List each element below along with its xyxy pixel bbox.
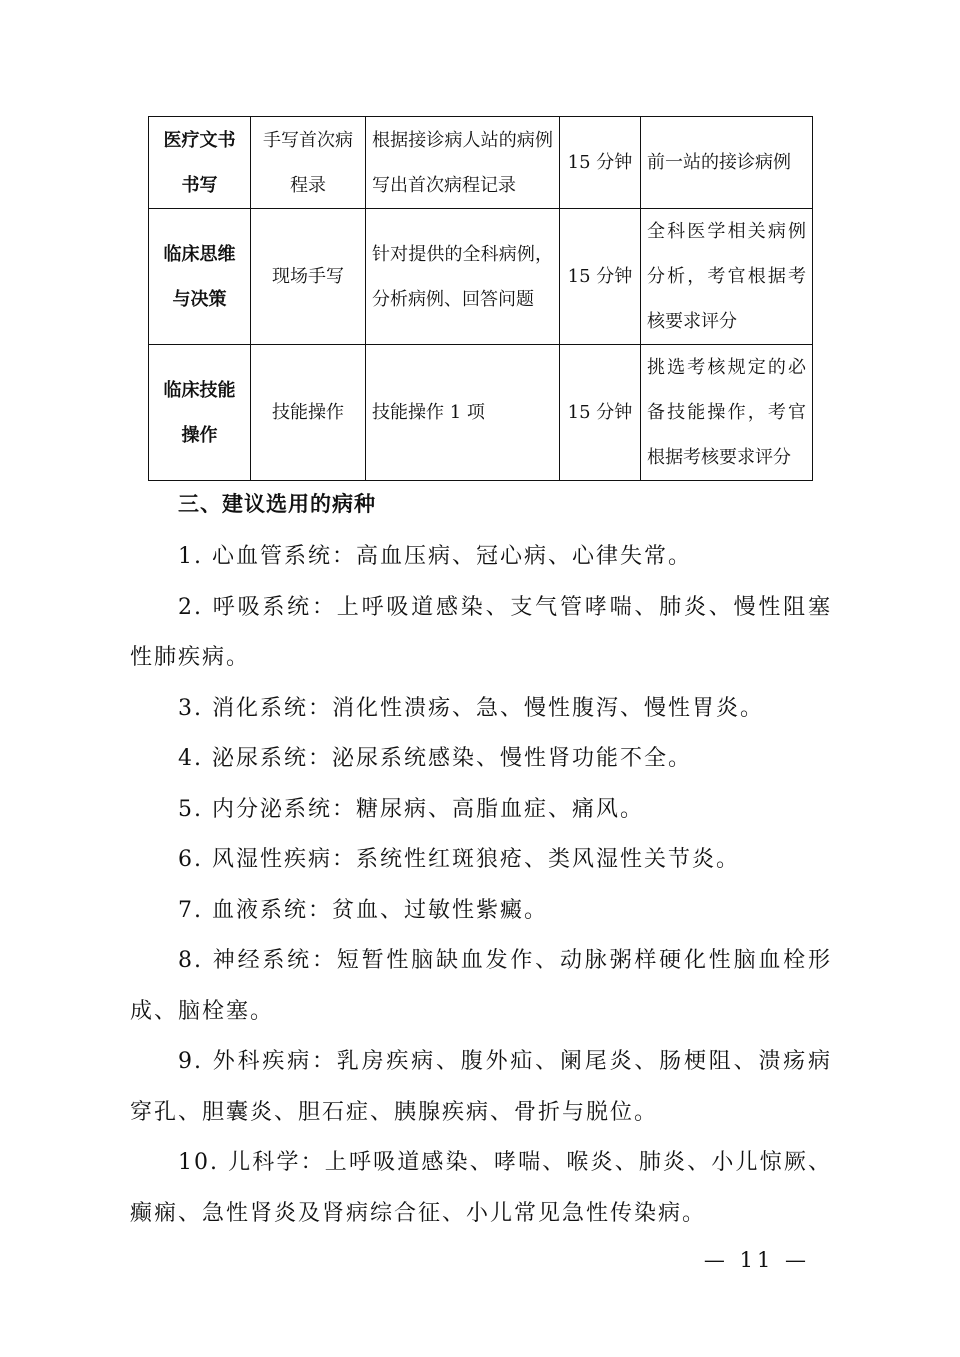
exam-notes-cell: 前一站的接诊病例 xyxy=(641,117,813,209)
page-number: — 11 — xyxy=(703,1248,810,1272)
disease-list xyxy=(130,532,832,1239)
table-row xyxy=(149,117,813,209)
list-item: 8. 神经系统：短暂性脑缺血发作、动脉粥样硬化性脑血栓形成、脑栓塞。 xyxy=(130,948,832,1024)
exam-format-cell: 技能操作 xyxy=(251,345,366,481)
table-row xyxy=(149,345,813,481)
list-item: 6. 风湿性疾病：系统性红斑狼疮、类风湿性关节炎。 xyxy=(178,847,740,872)
table-row xyxy=(149,209,813,345)
exam-notes-cell: 挑选考核规定的必备技能操作，考官根据考核要求评分 xyxy=(641,345,813,481)
list-item: 2. 呼吸系统：上呼吸道感染、支气管哮喘、肺炎、慢性阻塞性肺疾病。 xyxy=(130,594,832,670)
exam-content-cell: 根据接诊病人站的病例写出首次病程记录 xyxy=(366,117,560,209)
exam-content-cell: 针对提供的全科病例，分析病例、回答问题 xyxy=(366,209,560,345)
list-item: 10. 儿科学：上呼吸道感染、哮喘、喉炎、肺炎、小儿惊厥、癫痫、急性肾炎及肾病综合征、小儿常见急性传染病。 xyxy=(130,1150,832,1226)
list-item: 9. 外科疾病：乳房疾病、腹外疝、阑尾炎、肠梗阻、溃疡病穿孔、胆囊炎、胆石症、胰腺疾病、骨折与脱位。 xyxy=(130,1049,832,1125)
exam-format-cell: 手写首次病程录 xyxy=(251,117,366,209)
exam-content-cell: 技能操作 1 项 xyxy=(366,345,560,481)
exam-format-cell: 现场手写 xyxy=(251,209,366,345)
exam-stations-table xyxy=(148,116,813,481)
station-name-cell: 医疗文书书写 xyxy=(149,117,251,209)
section-heading: 三、建议选用的病种 xyxy=(178,492,376,516)
station-name-cell: 临床技能操作 xyxy=(149,345,251,481)
exam-time-cell: 15 分钟 xyxy=(560,345,641,481)
exam-time-cell: 15 分钟 xyxy=(560,117,641,209)
list-item: 7. 血液系统：贫血、过敏性紫癜。 xyxy=(178,897,548,923)
exam-notes-cell: 全科医学相关病例分析，考官根据考核要求评分 xyxy=(641,209,813,345)
station-name-cell: 临床思维与决策 xyxy=(149,209,251,345)
list-item: 4. 泌尿系统：泌尿系统感染、慢性肾功能不全。 xyxy=(178,746,692,771)
list-item: 3. 消化系统：消化性溃疡、急、慢性腹泻、慢性胃炎。 xyxy=(178,695,764,721)
list-item: 5. 内分泌系统：糖尿病、高脂血症、痛风。 xyxy=(178,796,644,822)
list-item: 1. 心血管系统：高血压病、冠心病、心律失常。 xyxy=(178,544,692,569)
exam-time-cell: 15 分钟 xyxy=(560,209,641,345)
